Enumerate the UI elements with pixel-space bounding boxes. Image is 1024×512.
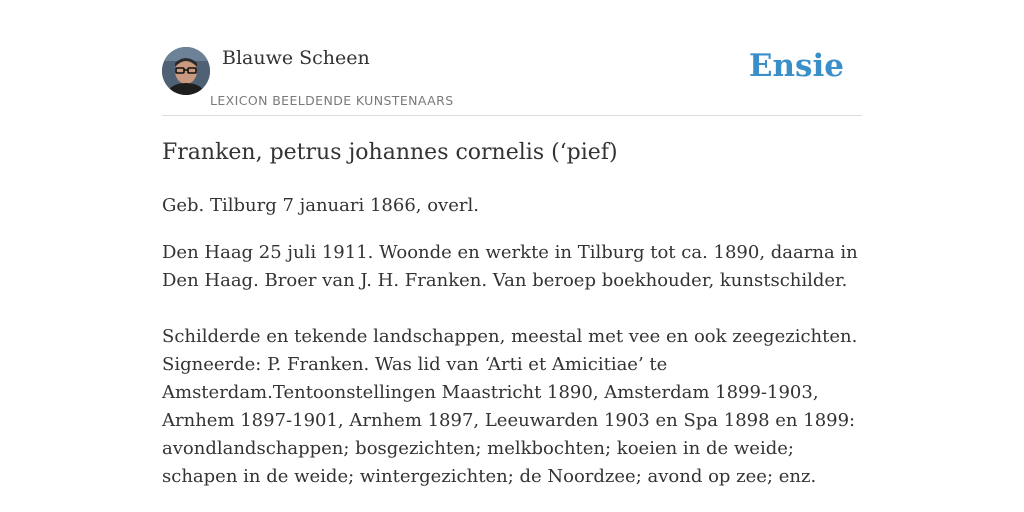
author-name[interactable]: Blauwe Scheen bbox=[222, 47, 370, 69]
article-paragraph-biography: Den Haag 25 juli 1911. Woonde en werkte in Tilburg tot ca. 1890, daarna in Den Haag. Broer van J. H. Franken. Van beroep boekhouder, kunstschilder. bbox=[162, 242, 858, 291]
article-title: Franken, petrus johannes cornelis (‘pief) bbox=[162, 140, 618, 165]
article-paragraph-birth: Geb. Tilburg 7 januari 1866, overl. bbox=[162, 195, 479, 216]
page-header bbox=[162, 46, 862, 116]
article-body bbox=[162, 192, 862, 491]
avatar-portrait-icon bbox=[162, 47, 210, 95]
author-avatar[interactable] bbox=[162, 47, 210, 95]
ensie-logo-link[interactable]: Ensie bbox=[748, 48, 844, 84]
lexicon-name-link[interactable]: LEXICON BEELDENDE KUNSTENAARS bbox=[210, 93, 454, 108]
article-paragraph-work: Schilderde en tekende landschappen, meestal met vee en ook zeegezichten. Signeerde: P. Franken. Was lid van ‘Arti et Amicitiae’ te Amsterdam.Tentoonstellingen Maastricht 1890, Amsterdam 1899-1903, Arnhem 1897-1901, Arnhem 1897, Leeuwarden 1903 en Spa 1898 en 1899: avondlandschappen; bosgezichten; melkbochten; koeien in de weide; schapen in de weide; wintergezichten; de Noordzee; avond op zee; enz. bbox=[162, 326, 858, 487]
